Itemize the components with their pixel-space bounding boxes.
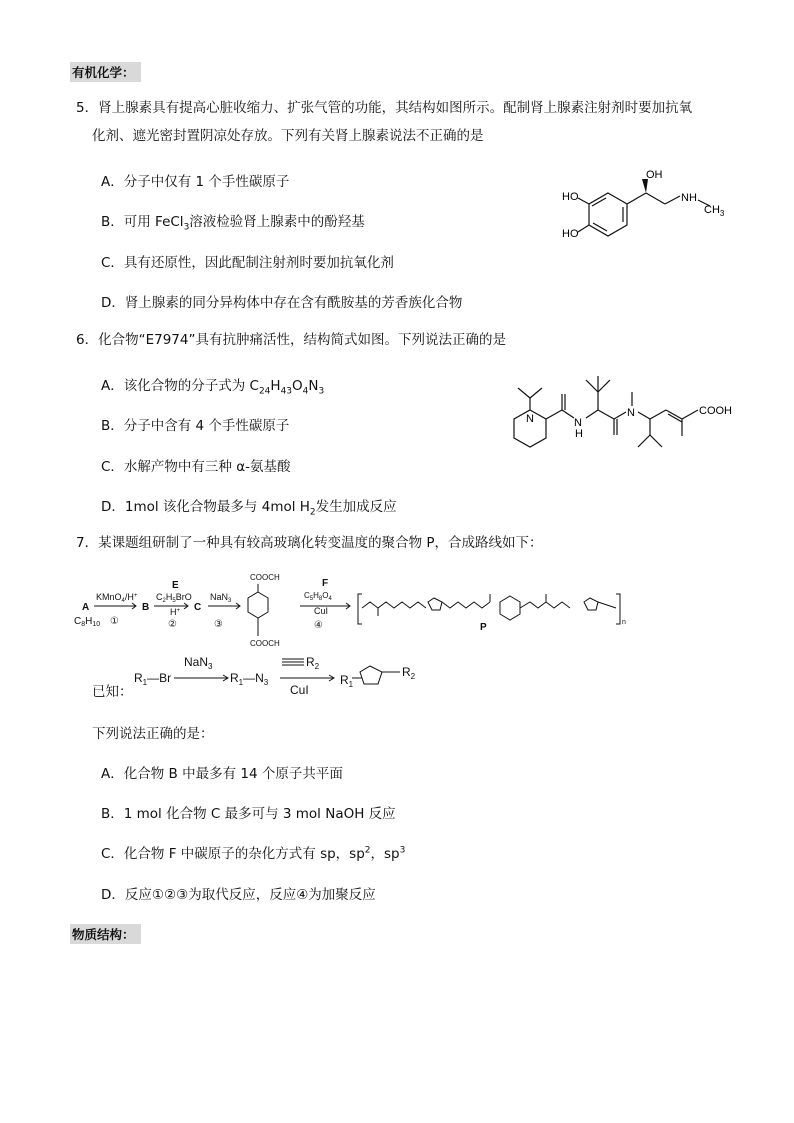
nan3-reagent: NaN$_3$ bbox=[184, 655, 213, 671]
q5-option-b: B．可用 FeCl$_3$溶液检验肾上腺素中的酚羟基 bbox=[101, 214, 365, 233]
polymer-n-label: n bbox=[622, 619, 626, 626]
ester-top-label: COOCH bbox=[250, 573, 280, 582]
q6-option-c: C．水解产物中有三种 α-氨基酸 bbox=[101, 459, 291, 475]
reagent-2: $C_2H_5BrO$ bbox=[156, 592, 192, 604]
q5-stem-line2: 化剂、遮光密封置阴凉处存放。下列有关肾上腺素说法不正确的是 bbox=[92, 128, 484, 144]
compound-e: E bbox=[172, 580, 179, 591]
compound-a: A bbox=[82, 602, 90, 613]
section-heading-organic: 有机化学： bbox=[70, 62, 141, 82]
methyl-n-label: N bbox=[627, 407, 635, 419]
q6-stem: 6．化合物“E7974”具有抗肿痛活性，结构简式如图。下列说法正确的是 bbox=[76, 332, 506, 348]
q6-option-d: D．1mol 该化合物最多与 4mol $H_2$发生加成反应 bbox=[101, 499, 397, 518]
ester-bottom-label: COOCH bbox=[250, 639, 280, 648]
q6-option-a: A．该化合物的分子式为 $C_{24}H_{43}O_4N_3$ bbox=[101, 378, 325, 397]
cooh-label: COOH bbox=[699, 405, 732, 417]
q7-stem: 7．某课题组研制了一种具有较高玻璃化转变温度的聚合物 P，合成路线如下： bbox=[76, 535, 543, 551]
q5-option-c: C．具有还原性，因此配制注射剂时要加抗氧化剂 bbox=[101, 255, 394, 271]
step-2: ② bbox=[168, 619, 177, 630]
known-reaction bbox=[130, 652, 430, 700]
product-r2: $R_2$ bbox=[402, 665, 416, 681]
q5-option-a: A．分子中仅有 1 个手性碳原子 bbox=[101, 174, 290, 190]
ch3-label: $CH_3$ bbox=[704, 204, 725, 218]
ho-label-2: HO bbox=[562, 228, 579, 240]
q5-option-d: D．肾上腺素的同分异构体中存在含有酰胺基的芳香族化合物 bbox=[101, 295, 463, 311]
piperidine-n-label: N bbox=[526, 413, 534, 425]
alkyne-r2: $R_2$ bbox=[306, 655, 320, 671]
step-3: ③ bbox=[214, 619, 223, 630]
q7-option-a: A．化合物 B 中最多有 14 个原子共平面 bbox=[101, 766, 343, 782]
synthesis-route bbox=[70, 568, 710, 648]
q5-stem-line1: 5．肾上腺素具有提高心脏收缩力、扩张气管的功能，其结构如图所示。配制肾上腺素注射剂时要加抗氧 bbox=[76, 100, 693, 116]
reagent-1: KMnO$_4$/H+ bbox=[96, 592, 138, 604]
compound-a-formula: $C_8H_{10}$ bbox=[74, 616, 101, 628]
q7-option-c: C．化合物 F 中碳原子的杂化方式有 sp，$sp^2$，$sp^3$ bbox=[101, 845, 406, 862]
step-1: ① bbox=[110, 616, 119, 627]
reagent-3: NaN$_3$ bbox=[210, 592, 232, 604]
compound-c: C bbox=[194, 602, 202, 613]
polymer-p-label: P bbox=[480, 622, 487, 633]
amide-h-label: H bbox=[575, 428, 583, 440]
r1-br: $R_1—Br$ bbox=[134, 671, 172, 687]
reagent-2-acid: H+ bbox=[170, 607, 181, 617]
cui-catalyst: CuI bbox=[290, 683, 309, 697]
known-label: 已知： bbox=[92, 684, 133, 700]
compound-b: B bbox=[142, 602, 150, 613]
reagent-4: $C_5H_8O_4$ bbox=[304, 591, 332, 602]
q6-option-b: B．分子中含有 4 个手性碳原子 bbox=[101, 418, 290, 434]
step-4: ④ bbox=[314, 620, 323, 631]
amide-n-label: N bbox=[574, 417, 582, 429]
oh-label: OH bbox=[646, 169, 663, 181]
adrenaline-structure bbox=[560, 165, 730, 255]
r1-n3: $R_1—N_3$ bbox=[230, 671, 269, 687]
section-heading-structure: 物质结构： bbox=[70, 924, 141, 944]
ho-label-1: HO bbox=[562, 191, 579, 203]
q7-option-b: B．1 mol 化合物 C 最多可与 3 mol NaOH 反应 bbox=[101, 806, 396, 822]
product-r1: $R_1$ bbox=[340, 673, 354, 689]
e7974-structure bbox=[500, 370, 760, 470]
compound-f: F bbox=[322, 578, 329, 589]
nh-label: NH bbox=[681, 192, 697, 204]
q7-prompt: 下列说法正确的是： bbox=[92, 726, 214, 742]
q7-option-d: D．反应①②③为取代反应，反应④为加聚反应 bbox=[101, 887, 376, 903]
reagent-4-catalyst: CuI bbox=[314, 606, 329, 616]
